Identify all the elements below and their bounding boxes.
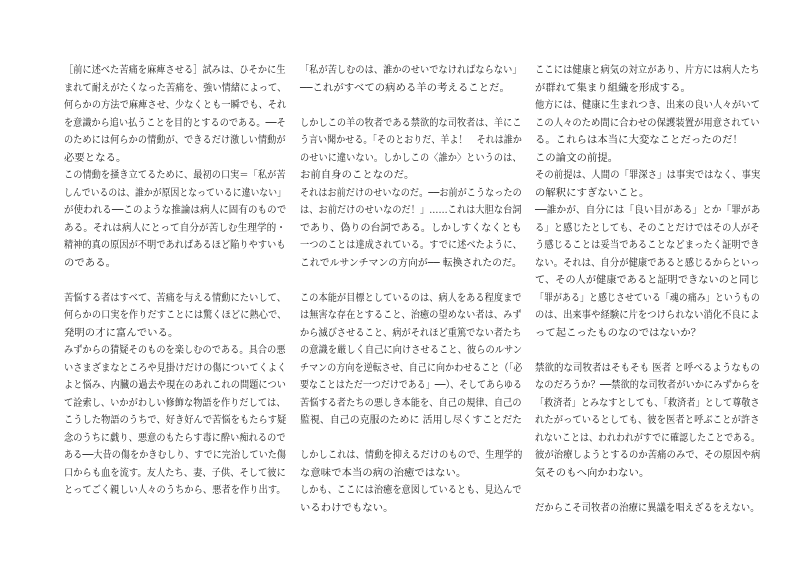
text-line: だからこそ司牧者の治療に異議を唱えざるをえない。 (535, 501, 760, 514)
text-line: 何らかの口実を作りだすことには驚くほどに熱心で、 (64, 309, 287, 321)
text-line: よと悩み、内臓の過去や現在のあれこれの問題につい (64, 379, 286, 391)
text-column-1 (64, 0, 286, 565)
text-line: この人々のため間に合わせの保護装置が用意されてい (535, 116, 760, 129)
text-line: 口からも血を流す。友人たち、妻、子供、そして彼に (64, 466, 286, 479)
text-line: ──これがすべての病める羊の考えることだ。 (300, 81, 510, 94)
text-line: れないことは、われわれがすでに確認したことである。 (535, 431, 761, 444)
text-line: が使われる──このような推論は病人に固有のもので (64, 204, 287, 216)
text-line: る。これらは本当に大変なことだったのだ！ (535, 134, 743, 146)
text-line: 監視、自己の克服のために 活用し尽くすことだた (300, 414, 523, 426)
text-line: 「私が苦しむのは、誰かのせいでなければならない」 (300, 64, 522, 76)
text-line: なのだろうか？──禁欲的な司牧者がいかにみずからを (535, 379, 760, 391)
text-line: から滅びさせること、病がそれほど重篤でない者たち (300, 326, 522, 339)
text-line: 禁欲的な司牧者はそもそも 医者 と呼べるようなもの (535, 361, 760, 374)
text-line: ない。それは、自分が健康であると感じるからといっ (535, 256, 760, 269)
text-line: 一つのことは達成されている。すでに述べたように、 (300, 239, 522, 251)
text-line: て詮索し、いかがわしい修飾な物語を作りだしては、 (64, 396, 286, 409)
text-line: が群れて集まり組織を形成する。 (535, 81, 691, 94)
text-line: って起こったものなのではないか？ (535, 326, 702, 339)
text-line: まれて耐えがたくなった苦痛を、強い情緒によって、 (64, 81, 287, 94)
text-line: お前自身のことなのだ。 (300, 169, 415, 181)
text-line: の解釈にすぎないこと。 (535, 186, 650, 199)
text-line: 気そのもへ向かわない。 (535, 466, 650, 479)
text-line: 苦悩する者たちの悪しき本能を、自己の規律、自己の (300, 396, 522, 409)
text-line: 他方には、健康に生まれつき、出来の良い人々がいて (535, 99, 761, 111)
text-line: る」と感じたとしても、そのことだけではその人がそ (535, 221, 760, 234)
text-line: 必要となる。 (64, 151, 127, 164)
text-line: て、その人が健康であると証明できないのと同じ (535, 274, 760, 286)
text-line: 発明の才に富んでいる。 (64, 326, 179, 339)
text-line: ［前に述べた苦痛を麻痺させる］試みは、ひそかに生 (64, 64, 286, 76)
text-line: いるわけでもない。 (300, 501, 394, 514)
text-line: この情動を掻き立てるために、最初の口実＝「私が苦 (64, 169, 286, 181)
text-line: 精神的真の原因が不明であればあるほど陥りやすいも (64, 239, 286, 251)
text-line: のせいに違いない。しかしこの〈誰か〉というのは、 (300, 151, 522, 164)
text-line: いさまざまなところや見掛けだけの傷についてくよく (64, 361, 287, 374)
text-line: しんでいるのは、誰かが原因となっているに違いない」 (64, 186, 286, 199)
text-line: を意識から追い払うことを目的とするのである。──そ (64, 116, 286, 129)
text-line: う言い聞かせる。「そのとおりだ、羊よ！ それは誰か (300, 134, 522, 146)
text-line: みずからの猜疑そのものを楽しむのである。具合の悪 (64, 344, 286, 356)
text-line: は、お前だけのせいなのだ！」……これは大胆な台詞 (300, 204, 522, 216)
text-line: であり、偽りの台詞である。しかしすくなくとも (300, 221, 522, 234)
text-line: しかしこの羊の牧者である禁欲的な司牧者は、羊にこ (300, 116, 522, 129)
text-line: 「救済者」とみなすとしても、「救済者」として尊敬さ (535, 396, 760, 409)
text-line: これでルサンチマンの方向が── 転換されたのだ。 (300, 256, 522, 269)
text-line: の意識を厳しく自己に向けさせること、彼らのルサン (300, 344, 523, 356)
text-line: こうした物語のうちで、好き好んで苦悩をもたらす疑 (64, 414, 287, 426)
text-line: のである。 (64, 256, 116, 269)
text-line: う感じることは妥当であることなどまったく証明でき (535, 239, 760, 251)
text-line: この論文の前提。 (535, 151, 619, 164)
text-line: のは、出来事や経験に片をつけられない消化不良によ (535, 309, 760, 321)
text-line: それはお前だけのせいなのだ。──お前がこうなったの (300, 186, 522, 199)
text-line: 要なことはただ一つだけである」──）、そしてあらゆる (300, 379, 523, 391)
text-line: しかも、ここには治癒を意図しているとも、見込んで (300, 484, 522, 496)
text-line: のためには何らかの情動が、できるだけ激しい情動が (64, 134, 286, 146)
text-line: ──誰かが、自分には「良い目がある」とか「罪があ (535, 204, 761, 216)
text-line: 苦悩する者はすべて、苦痛を与える情動にたいして、 (64, 291, 287, 304)
text-line: 「罪がある」と感じさせている「魂の痛み」というもの (535, 291, 760, 304)
text-line: ある──大昔の傷をかきむしり、すでに完治していた傷 (64, 449, 287, 461)
text-column-3 (535, 0, 760, 565)
text-line: とってごく親しい人々のうちから、悪者を作り出す。 (64, 484, 286, 496)
text-line: チマンの方向を逆転させ、自己に向かわせること（「必 (300, 361, 523, 374)
text-column-2 (300, 0, 522, 565)
text-line: 何らかの方法で麻痺させ、少なくとも一瞬でも、それ (64, 99, 287, 111)
text-line: ある。それは病人にとって自分が苦しむ生理学的・ (64, 221, 286, 234)
text-line: 念のうちに戯り、悪意のもたらす毒に酔い痴れるので (64, 431, 286, 444)
text-line: しかしこれは、情動を抑えるだけのもので、生理学的 (300, 449, 523, 461)
text-line: その前提は、人間の「罪深さ」は事実ではなく、事実 (535, 169, 761, 181)
text-line: ここには健康と病気の対立があり、片方には病人たち (535, 64, 760, 76)
text-line: この本能が目標としているのは、病人をある程度まで (300, 291, 522, 304)
text-line: は無害な存在とすること、治癒の望めない者は、みず (300, 309, 522, 321)
text-line: 彼が治療しようとするのか苦痛のみで、その原因や病 (535, 449, 761, 461)
text-line: な意味で本当の病の治癒ではない。 (300, 466, 467, 479)
text-line: れたがっているとしても、彼を医者と呼ぶことが許さ (535, 414, 760, 426)
